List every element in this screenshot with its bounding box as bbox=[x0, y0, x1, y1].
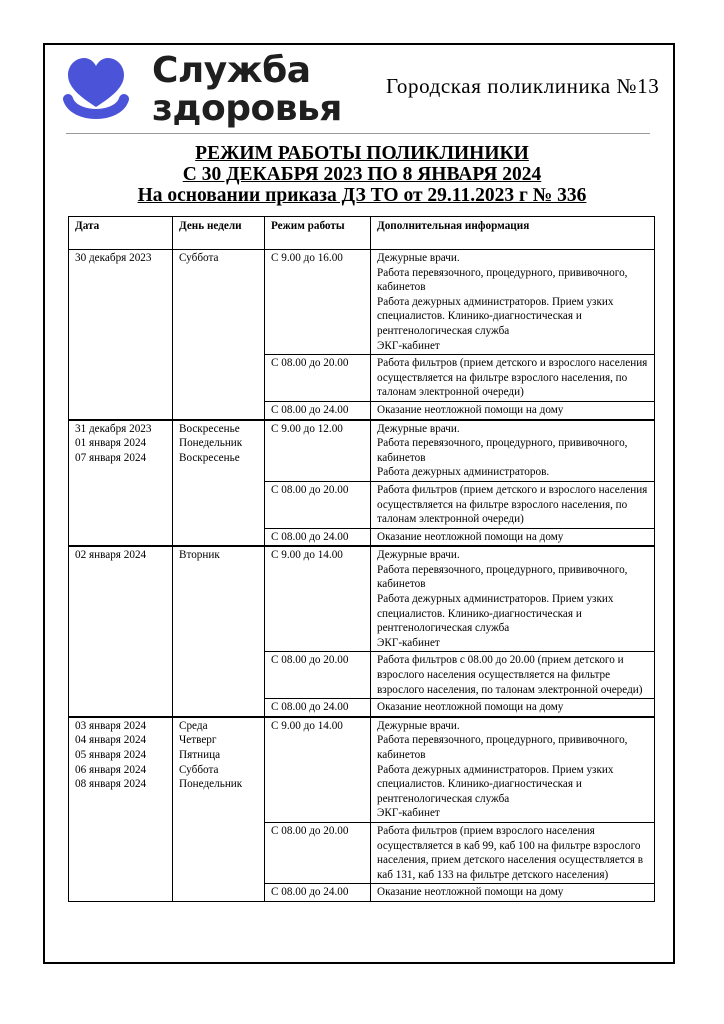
weekday-cell: Среда Четверг Пятница Суббота Понедельник bbox=[173, 717, 265, 902]
info-cell: Дежурные врачи. Работа перевязочного, процедурного, прививочного, кабинетов Работа дежурных администраторов. bbox=[371, 420, 655, 482]
table-row bbox=[69, 420, 655, 482]
table-header-row bbox=[69, 217, 655, 250]
info-cell: Оказание неотложной помощи на дому bbox=[371, 528, 655, 546]
mode-cell: С 08.00 до 24.00 bbox=[265, 528, 371, 546]
clinic-name: Городская поликлиника №13 bbox=[386, 74, 660, 98]
title-line-1: РЕЖИМ РАБОТЫ ПОЛИКЛИНИКИ bbox=[195, 143, 529, 164]
info-cell: Работа фильтров (прием детского и взрослого населения осуществляется на фильтре взрослого населения, по талонам электронной очереди) bbox=[371, 355, 655, 402]
info-cell: Дежурные врачи. Работа перевязочного, процедурного, прививочного, кабинетов Работа дежурных администраторов. Прием узких специалистов. Клинико-диагностическая и рентгенологическая служба ЭКГ-кабинет bbox=[371, 546, 655, 652]
brand-line-2: здоровья bbox=[152, 88, 342, 129]
brand-name bbox=[152, 52, 342, 128]
table-row bbox=[69, 546, 655, 652]
info-cell: Оказание неотложной помощи на дому bbox=[371, 884, 655, 902]
schedule-table bbox=[68, 216, 655, 902]
info-cell: Дежурные врачи. Работа перевязочного, процедурного, прививочного, кабинетов Работа дежурных администраторов. Прием узких специалистов. Клинико-диагностическая и рентгенологическая служба ЭКГ-кабинет bbox=[371, 717, 655, 823]
info-cell: Оказание неотложной помощи на дому bbox=[371, 699, 655, 717]
mode-cell: С 08.00 до 20.00 bbox=[265, 652, 371, 699]
info-cell: Дежурные врачи. Работа перевязочного, процедурного, прививочного, кабинетов Работа дежурных администраторов. Прием узких специалистов. Клинико-диагностическая и рентгенологическая служба ЭКГ-кабинет bbox=[371, 250, 655, 355]
mode-cell: С 9.00 до 16.00 bbox=[265, 250, 371, 355]
info-cell: Работа фильтров с 08.00 до 20.00 (прием детского и взрослого населения осуществляется на фильтре взрослого населения, по талонам электронной очереди) bbox=[371, 652, 655, 699]
header-date: Дата bbox=[69, 217, 173, 250]
mode-cell: С 08.00 до 24.00 bbox=[265, 401, 371, 419]
mode-cell: С 9.00 до 14.00 bbox=[265, 717, 371, 823]
table-row bbox=[69, 250, 655, 355]
mode-cell: С 08.00 до 20.00 bbox=[265, 822, 371, 883]
mode-cell: С 08.00 до 24.00 bbox=[265, 884, 371, 902]
date-cell: 02 января 2024 bbox=[69, 546, 173, 717]
heart-icon bbox=[68, 58, 124, 107]
header-mode: Режим работы bbox=[265, 217, 371, 250]
mode-cell: С 9.00 до 14.00 bbox=[265, 546, 371, 652]
header-divider bbox=[66, 133, 650, 134]
weekday-cell: Воскресенье Понедельник Воскресенье bbox=[173, 420, 265, 547]
mode-cell: С 08.00 до 20.00 bbox=[265, 355, 371, 402]
mode-cell: С 08.00 до 24.00 bbox=[265, 699, 371, 717]
weekday-cell: Вторник bbox=[173, 546, 265, 717]
date-cell: 03 января 2024 04 января 2024 05 января 2024 06 января 2024 08 января 2024 bbox=[69, 717, 173, 902]
info-cell: Работа фильтров (прием детского и взрослого населения осуществляется на фильтре взрослого населения, по талонам электронной очереди) bbox=[371, 481, 655, 528]
weekday-cell: Суббота bbox=[173, 250, 265, 420]
date-cell: 31 декабря 2023 01 января 2024 07 января 2024 bbox=[69, 420, 173, 547]
header-weekday: День недели bbox=[173, 217, 265, 250]
date-cell: 30 декабря 2023 bbox=[69, 250, 173, 420]
brand-line-1: Служба bbox=[152, 50, 311, 91]
info-cell: Работа фильтров (прием взрослого населения осуществляется в каб 99, каб 100 на фильтре взрослого населения, прием детского населения осуществляется в каб 131, каб 133 на фильтре детского населения) bbox=[371, 822, 655, 883]
title-line-3: На основании приказа ДЗ ТО от 29.11.2023 г № 336 bbox=[137, 185, 587, 206]
document-title bbox=[66, 143, 658, 206]
mode-cell: С 9.00 до 12.00 bbox=[265, 420, 371, 482]
title-line-2: С 30 ДЕКАБРЯ 2023 ПО 8 ЯНВАРЯ 2024 bbox=[182, 164, 542, 185]
header-info: Дополнительная информация bbox=[371, 217, 655, 250]
mode-cell: С 08.00 до 20.00 bbox=[265, 481, 371, 528]
info-cell: Оказание неотложной помощи на дому bbox=[371, 401, 655, 419]
table-row bbox=[69, 717, 655, 823]
